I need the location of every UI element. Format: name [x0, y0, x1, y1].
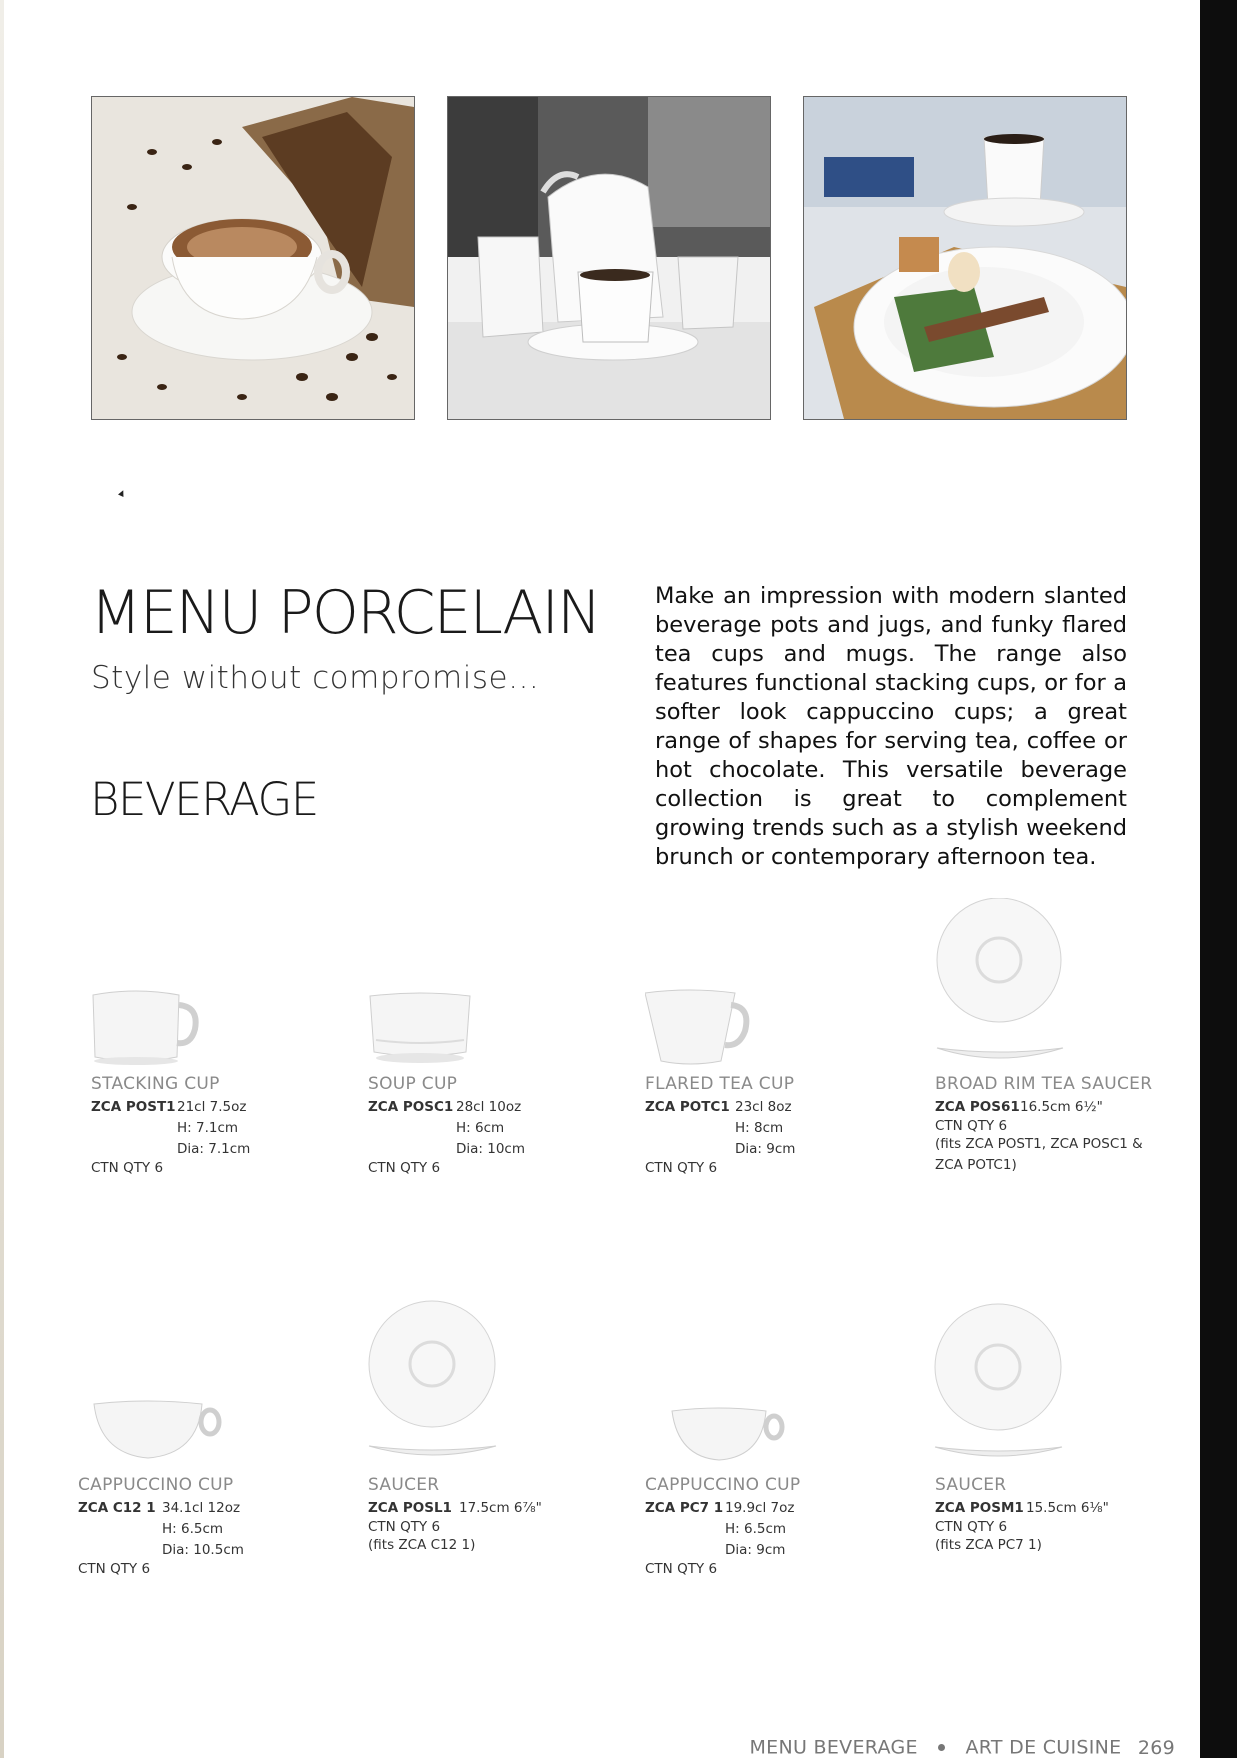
- product-code: ZCA POTC1: [645, 1099, 730, 1115]
- product-fit-note: (fits ZCA POST1, ZCA POSC1 & ZCA POTC1): [935, 1136, 1143, 1173]
- product-carton-qty: CTN QTY 6: [935, 1519, 1008, 1535]
- broad-rim-saucer-icon: [935, 898, 1065, 1066]
- product-saucer-large-details: [368, 1475, 618, 1556]
- product-name: SAUCER: [368, 1475, 440, 1495]
- flared-tea-cup-icon: [645, 985, 755, 1069]
- range-description: Make an impression with modern slanted beverage pots and jugs, and funky flared tea cups and mugs. The range also features functional stacking cups, or for a softer look cappuccino cups; a great range of shapes for serving tea, coffee or hot chocolate. This versatile beverage collection is great to complement growing trends such as a stylish weekend brunch or contemporary afternoon tea.: [655, 583, 1127, 870]
- product-capacity: 19.9cl 7oz: [725, 1500, 795, 1516]
- product-name: CAPPUCCINO CUP: [645, 1475, 801, 1495]
- product-code: ZCA PC7 1: [645, 1500, 724, 1516]
- product-cappuccino-cup-small: [670, 1405, 920, 1465]
- bullet-icon: [938, 1744, 945, 1751]
- product-code: ZCA POSC1: [368, 1099, 454, 1115]
- cappuccino-cup-icon: [92, 1398, 222, 1464]
- product-code: ZCA C12 1: [78, 1500, 156, 1516]
- product-carton-qty: CTN QTY 6: [78, 1561, 151, 1577]
- product-diameter: Dia: 9cm: [735, 1141, 796, 1157]
- product-size: 16.5cm 6½": [1020, 1099, 1103, 1115]
- product-fit-note: (fits ZCA C12 1): [368, 1537, 476, 1553]
- product-name: BROAD RIM TEA SAUCER: [935, 1074, 1153, 1094]
- product-saucer-large: [366, 1300, 616, 1466]
- footer-section: MENU BEVERAGE: [749, 1736, 918, 1759]
- page-side-bar: [1200, 0, 1237, 1758]
- product-capacity: 34.1cl 12oz: [162, 1500, 241, 1516]
- photo-breakfast-plate: [803, 96, 1127, 420]
- product-capacity: 23cl 8oz: [735, 1099, 792, 1115]
- product-height: H: 6cm: [456, 1120, 505, 1136]
- product-height: H: 6.5cm: [162, 1521, 224, 1537]
- product-soup-cup-details: [368, 1074, 618, 1176]
- product-capacity: 21cl 7.5oz: [177, 1099, 247, 1115]
- section-heading: BEVERAGE: [90, 773, 318, 826]
- product-cappuccino-cup-small-details: [645, 1475, 895, 1577]
- product-name: SOUP CUP: [368, 1074, 458, 1094]
- product-carton-qty: CTN QTY 6: [645, 1160, 718, 1176]
- photo-teapot-and-jugs: [447, 96, 771, 420]
- product-flared-tea-cup: [645, 985, 895, 1069]
- page-footer: [749, 1736, 1175, 1759]
- product-height: H: 6.5cm: [725, 1521, 787, 1537]
- product-code: ZCA POS61: [935, 1099, 1020, 1115]
- page-subtitle: Style without compromise…: [91, 660, 540, 696]
- footer-brand: ART DE CUISINE: [965, 1736, 1122, 1759]
- product-name: FLARED TEA CUP: [645, 1074, 795, 1094]
- product-code: ZCA POSL1: [368, 1500, 452, 1516]
- product-saucer-small-details: [935, 1475, 1185, 1556]
- product-name: CAPPUCCINO CUP: [78, 1475, 234, 1495]
- page-left-edge: [0, 0, 4, 1758]
- product-broad-rim-tea-saucer-details: [935, 1074, 1185, 1176]
- small-arrow-mark: [118, 489, 126, 497]
- product-name: STACKING CUP: [91, 1074, 220, 1094]
- product-code: ZCA POSM1: [935, 1500, 1024, 1516]
- product-carton-qty: CTN QTY 6: [91, 1160, 164, 1176]
- product-carton-qty: CTN QTY 6: [368, 1519, 441, 1535]
- saucer-icon: [366, 1300, 498, 1466]
- product-soup-cup: [368, 990, 618, 1066]
- product-code: ZCA POST1: [91, 1099, 176, 1115]
- cappuccino-cup-icon: [670, 1405, 786, 1465]
- page-title: MENU PORCELAIN: [90, 578, 600, 648]
- product-carton-qty: CTN QTY 6: [368, 1160, 441, 1176]
- product-name: SAUCER: [935, 1475, 1007, 1495]
- product-size: 15.5cm 6⅛": [1026, 1500, 1109, 1516]
- page-number: 269: [1137, 1736, 1175, 1759]
- product-height: H: 7.1cm: [177, 1120, 239, 1136]
- product-cappuccino-cup-large: [92, 1398, 342, 1464]
- soup-cup-icon: [368, 990, 478, 1066]
- product-diameter: Dia: 10cm: [456, 1141, 526, 1157]
- product-height: H: 8cm: [735, 1120, 784, 1136]
- saucer-icon: [932, 1303, 1064, 1467]
- product-broad-rim-tea-saucer: [935, 898, 1185, 1066]
- stacking-cup-icon: [91, 985, 201, 1065]
- product-capacity: 28cl 10oz: [456, 1099, 522, 1115]
- photo-cappuccino-coffee-beans: [91, 96, 415, 420]
- product-flared-tea-cup-details: [645, 1074, 895, 1176]
- product-fit-note: (fits ZCA PC7 1): [935, 1537, 1042, 1553]
- product-carton-qty: CTN QTY 6: [935, 1118, 1008, 1134]
- product-diameter: Dia: 9cm: [725, 1542, 786, 1558]
- product-diameter: Dia: 7.1cm: [177, 1141, 251, 1157]
- product-cappuccino-cup-large-details: [78, 1475, 328, 1577]
- product-stacking-cup: [91, 985, 341, 1065]
- product-size: 17.5cm 6⅞": [459, 1500, 542, 1516]
- product-carton-qty: CTN QTY 6: [645, 1561, 718, 1577]
- product-diameter: Dia: 10.5cm: [162, 1542, 244, 1558]
- product-saucer-small: [932, 1303, 1182, 1467]
- product-stacking-cup-details: [91, 1074, 341, 1176]
